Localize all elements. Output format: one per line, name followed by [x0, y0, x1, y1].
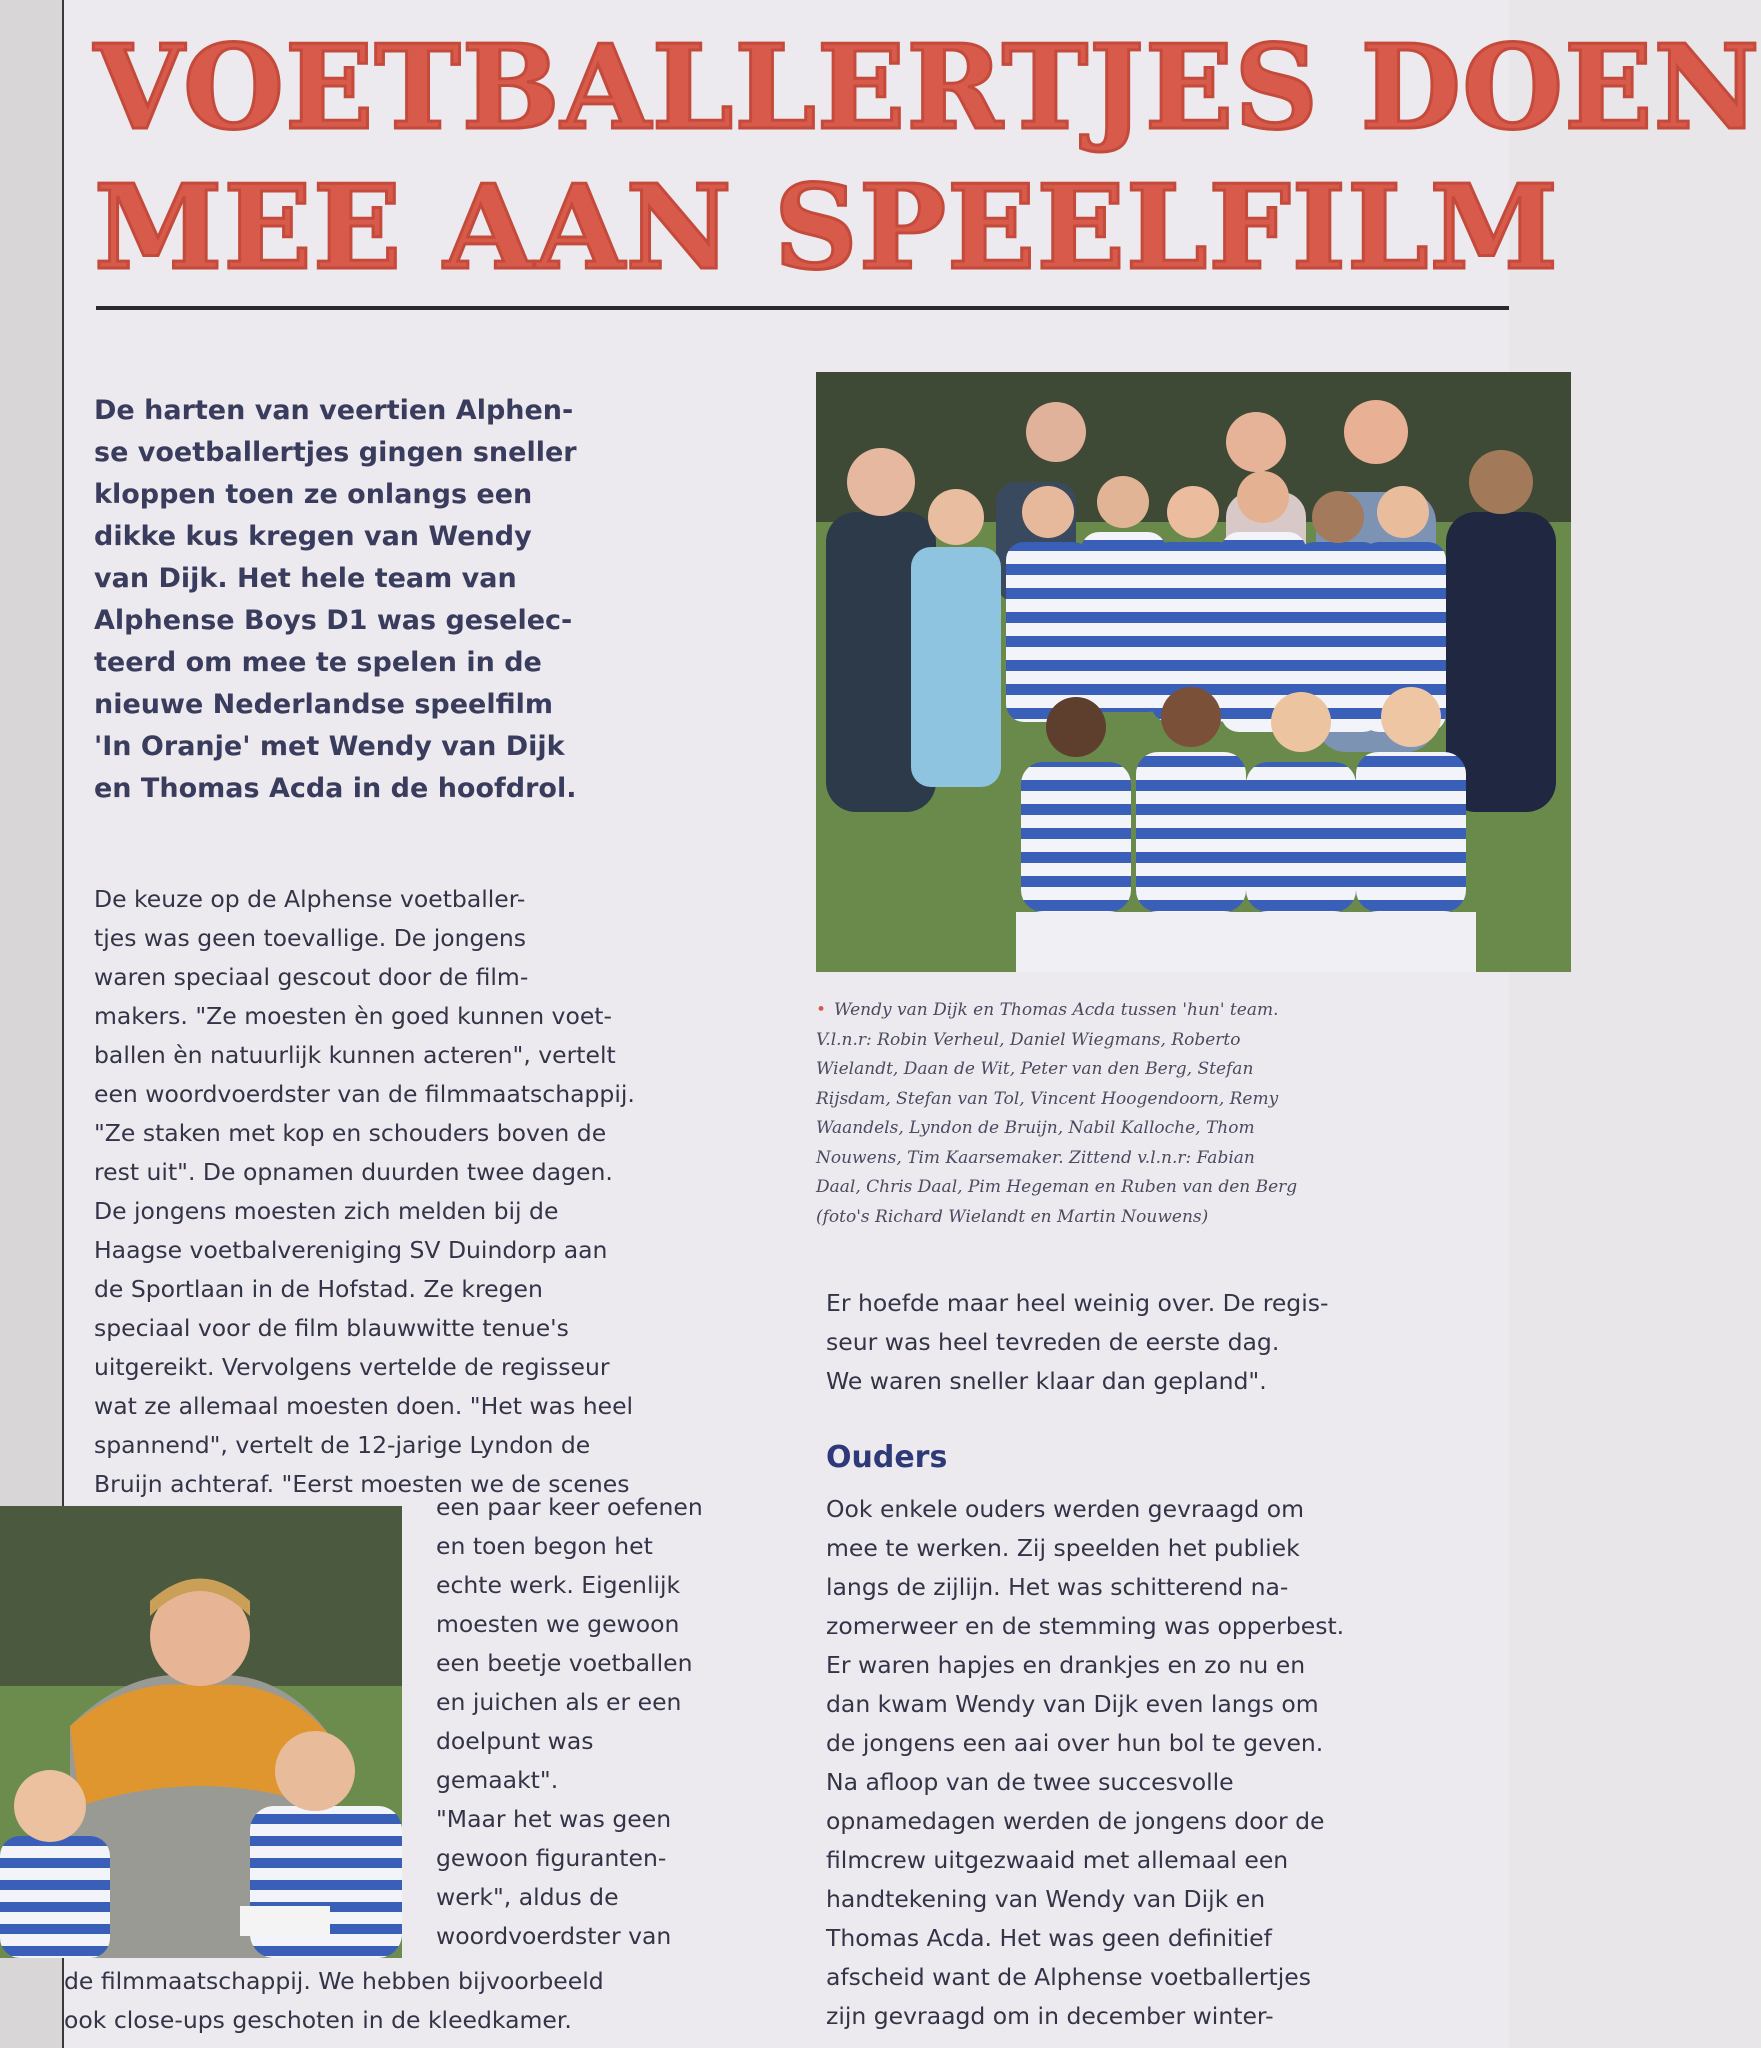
subhead-ouders: Ouders: [826, 1440, 948, 1475]
caption-bullet: •: [816, 1000, 827, 1020]
headline-line-2: MEE AAN SPEELFILM: [94, 160, 1560, 296]
body-column-1: De keuze op de Alphense voetballer- tjes was geen toevallige. De jongens waren speciaal gescout door de film- makers. "Ze moesten èn goed kunnen voet- ballen èn natuurlijk kunnen acteren", vertelt een woordvoerdster van de filmmaatschappij. "Ze staken met kop en schouders boven de rest uit". De opnamen duurden twee dagen. De jongens moesten zich melden bij de Haagse voetbalvereniging SV Duindorp aan de Sportlaan in de Hofstad. Ze kregen speciaal voor de film blauwwitte tenue's uitgereikt. Vervolgens vertelde de regisseur wat ze allemaal moesten doen. "Het was heel spannend", vertelt de 12-jarige Lyndon de Bruijn achteraf. "Eerst moesten we de scenes: [94, 885, 635, 1498]
small-photo: [0, 1506, 402, 1958]
photo-caption: • Wendy van Dijk en Thomas Acda tussen 'hun' team. V.l.n.r: Robin Verheul, Daniel Wiegmans, Roberto Wielandt, Daan de Wit, Peter van den Berg, Stefan Rijsdam, Stefan van Tol, Vincent Hoogendoorn, Remy Waandels, Lyndon de Bruijn, Nabil Kalloche, Thom Nouwens, Tim Kaarsemaker. Zittend v.l.n.r: Fabian Daal, Chris Daal, Pim Hegeman en Ruben van den Berg (foto's Richard Wielandt en Martin Nouwens): [816, 1000, 1298, 1227]
body-column-1-wrap: een paar keer oefenen en toen begon het echte werk. Eigenlijk moesten we gewoon een beetje voetballen en juichen als er een doelpunt was gemaakt". "Maar het was geen gewoon figuranten- werk", aldus de woordvoerdster van: [436, 1493, 703, 1950]
team-photo: [816, 372, 1571, 972]
body-column-2: Ook enkele ouders werden gevraagd om mee te werken. Zij speelden het publiek langs de zijlijn. Het was schitterend na- zomerweer en de stemming was opperbest. Er waren hapjes en drankjes en zo nu en dan kwam Wendy van Dijk even langs om de jongens een aai over hun bol te geven. Na afloop van de twee succesvolle opnamedagen werden de jongens door de filmcrew uitgezwaaid met allemaal een handtekening van Wendy van Dijk en Thomas Acda. Het was geen definitief afscheid want de Alphense voetballertjes zijn gevraagd om in december winter-: [826, 1495, 1345, 2030]
body-column-1-bottom: de filmmaatschappij. We hebben bijvoorbeeld ook close-ups geschoten in de kleedkamer.: [64, 1967, 604, 2034]
small-photo-image: [0, 1506, 402, 1958]
headline-rule: [96, 306, 1509, 310]
headline-line-1: VOETBALLERTJES DOEN: [94, 20, 1761, 156]
team-photo-image: [816, 372, 1571, 972]
intro-paragraph: De harten van veertien Alphen- se voetballertjes gingen sneller kloppen toen ze onlangs een dikke kus kregen van Wendy van Dijk. Het hele team van Alphense Boys D1 was geselec- teerd om mee te spelen in de nieuwe Nederlandse speelfilm 'In Oranje' met Wendy van Dijk en Thomas Acda in de hoofdrol.: [94, 395, 577, 804]
body-column-2-top: Er hoefde maar heel weinig over. De regis- seur was heel tevreden de eerste dag. We waren sneller klaar dan gepland".: [826, 1289, 1329, 1395]
headline: [94, 18, 1761, 298]
